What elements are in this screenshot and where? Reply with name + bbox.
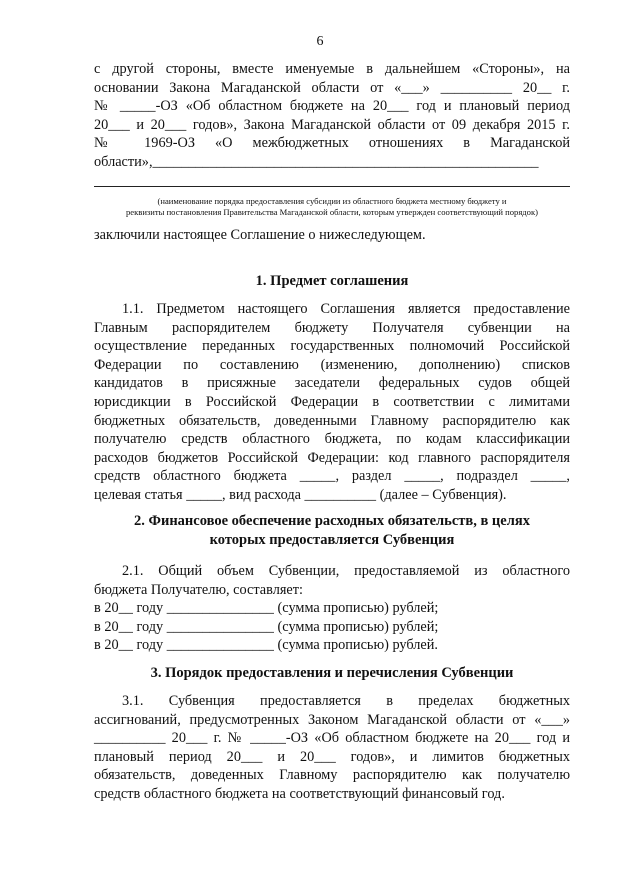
intro-paragraph [94,60,570,172]
section-3-title: 3. Порядок предоставления и перечисления Субвенции [150,665,514,681]
paragraph-line: расходов бюджетов Российской Федерации: код главного распорядителя [94,449,570,466]
intro-line: 20___ и 20___ годов», Закона Магаданской области от 09 декабря 2015 г. [94,116,570,133]
section-2-paragraph [94,562,570,655]
paragraph-line: 1.1. Предметом настоящего Соглашения является предоставление [122,301,570,317]
year-amount-line: в 20__ году _______________ (сумма прописью) рублей; [94,600,439,617]
paragraph-line: Главным распорядителем бюджету Получателя субвенции на [94,319,570,336]
section-1-paragraph [94,300,570,505]
year-amount-line: в 20__ году _______________ (сумма прописью) рублей. [94,637,439,654]
footnote-caption [94,196,570,218]
section-2-title-line: которых предоставляется Субвенция [209,531,455,548]
section-2-title [94,512,570,549]
concluded-line: заключили настоящее Соглашение о нижеследующем. [94,227,426,243]
paragraph-line: 3.1. Субвенция предоставляется в пределах бюджетных [122,693,570,709]
section-2-title-line: 2. Финансовое обеспечение расходных обязательств, в целях [134,513,530,529]
intro-line: № _____-ОЗ «Об областном бюджете на 20___ год и плановый период [94,98,570,115]
paragraph-line: Федерации по составлению (изменению, дополнению) списков [94,356,570,373]
paragraph-line: бюджета Получателю, составляет: [94,581,303,598]
paragraph-line: ассигнований, предусмотренных Законом Магаданской области от «___» [94,711,570,728]
footnote-line: реквизиты постановления Правительства Магаданской области, которым утвержден соответствующий порядок) [125,207,539,217]
paragraph-line: юрисдикции в Российской Федерации в соответствии с лимитами [94,393,570,410]
intro-line: основании Закона Магаданской области от «___» __________ 20__ г. [94,79,570,96]
paragraph-line: получателю средств областного бюджета, по кодам классификации [94,431,570,448]
paragraph-line: бюджетных обязательств, доведенными Главному распорядителю как [94,412,570,429]
intro-line: с другой стороны, вместе именуемые в дальнейшем «Стороны», на [94,61,570,77]
footnote-line: (наименование порядка предоставления субсидии из областного бюджета местному бюджету и [157,196,507,206]
section-1-title: 1. Предмет соглашения [255,273,409,289]
blank-underline [94,186,570,187]
section-3-paragraph [94,692,570,804]
paragraph-line: целевая статья _____, вид расхода __________ (далее – Субвенция). [94,486,507,503]
paragraph-line: плановый период 20___ и 20___ годов», и лимитов бюджетных [94,748,570,765]
intro-line: области»,______________________________________________________ [94,153,539,170]
paragraph-line: __________ 20___ г. № _____-ОЗ «Об областном бюджете на 20___ год и [94,730,570,747]
paragraph-line: средств областного бюджета на соответствующий финансовый год. [94,785,505,802]
paragraph-line: осуществление переданных государственных полномочий Российской [94,338,570,355]
page-number: 6 [316,34,324,49]
paragraph-line: средств областного бюджета _____, раздел _____, подраздел _____, [94,468,570,485]
paragraph-line: обязательств, доведенных Главному распорядителю как получателю [94,767,570,784]
year-amount-line: в 20__ году _______________ (сумма прописью) рублей; [94,618,439,635]
intro-line: № 1969-ОЗ «О межбюджетных отношениях в Магаданской [94,135,570,152]
paragraph-line: кандидатов в присяжные заседатели федеральных судов общей [94,375,570,392]
paragraph-line: 2.1. Общий объем Субвенции, предоставляемой из областного [122,563,570,579]
